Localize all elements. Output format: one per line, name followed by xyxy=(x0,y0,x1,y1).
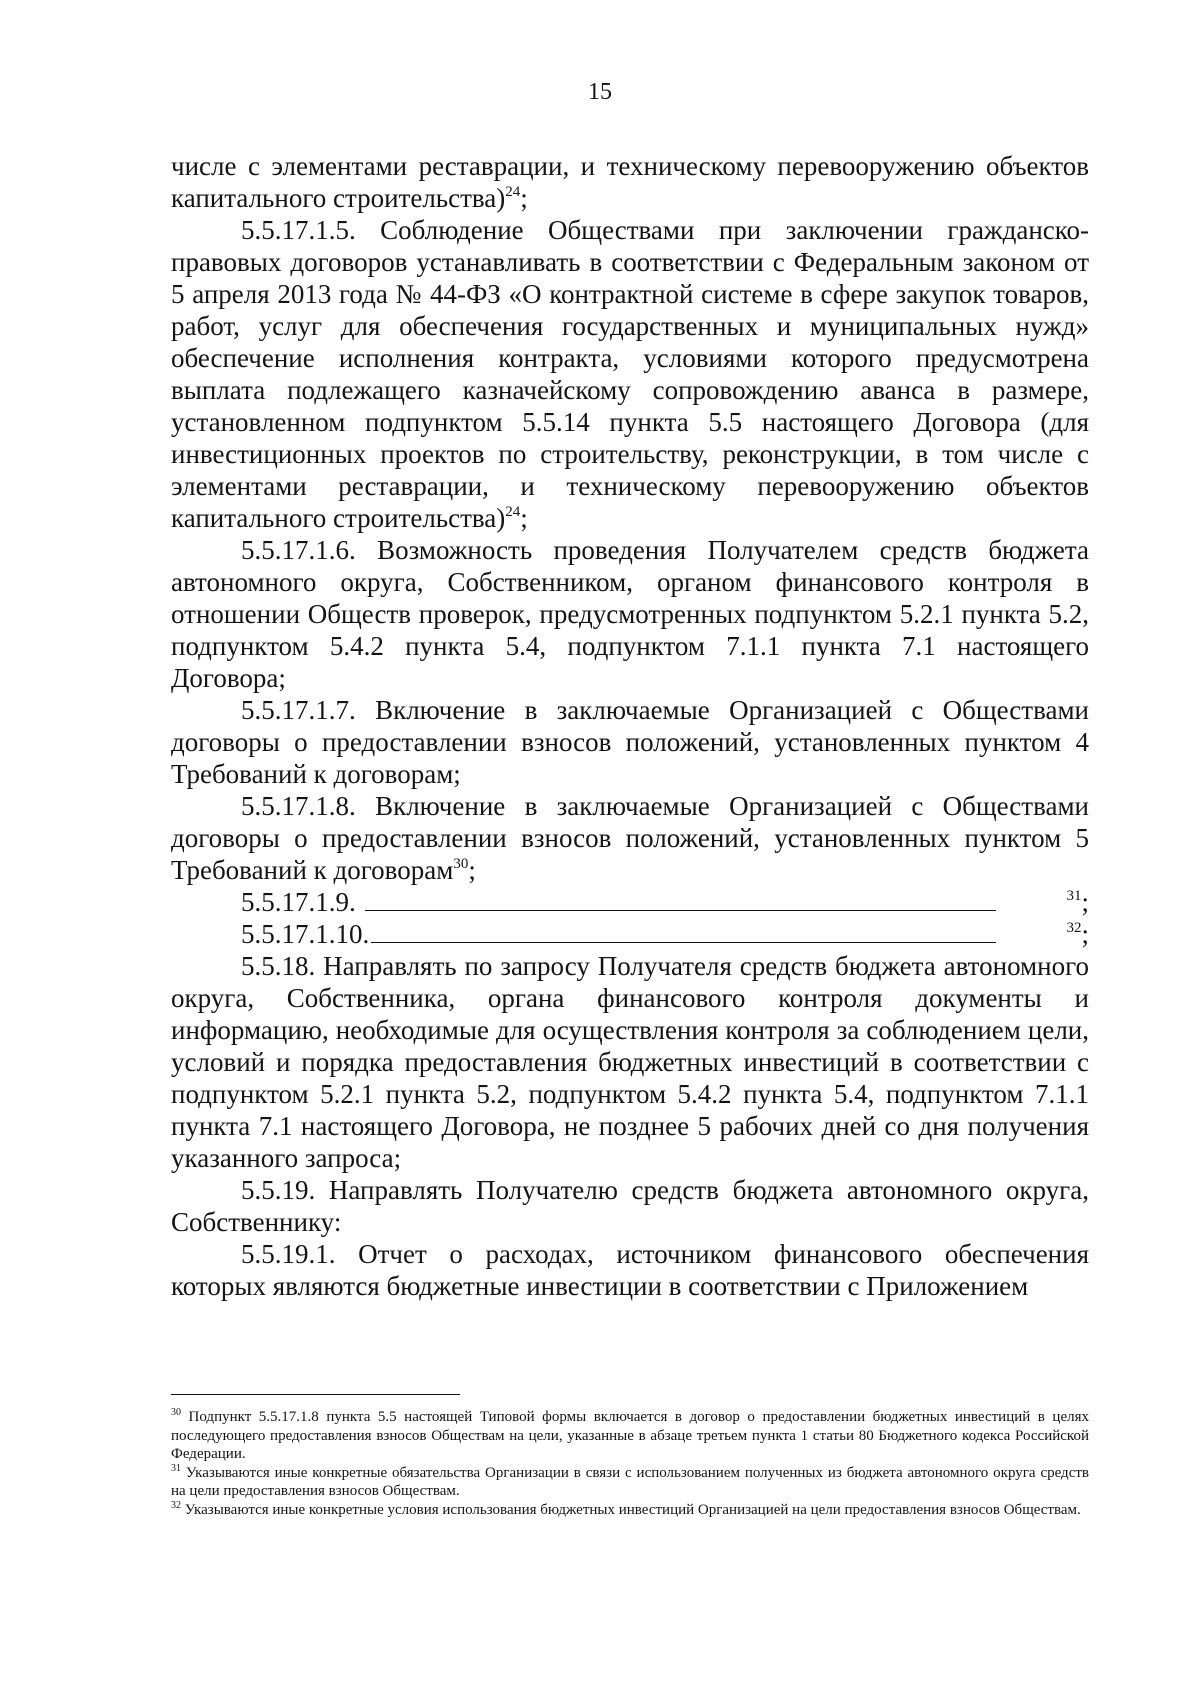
paragraph-text: 5.5.17.1.8. Включение в заключаемые Организацией с Обществами договоры о предоставлении взносов положений, установленных пунктом 5 Требований к договорам xyxy=(171,791,1089,885)
footnote-number: 32 xyxy=(171,1499,181,1511)
footnote xyxy=(171,1464,1089,1501)
fill-in-blank-line xyxy=(371,920,996,943)
document-body xyxy=(171,150,1089,1302)
footnote xyxy=(171,1408,1089,1464)
clause-paragraph xyxy=(171,694,1089,790)
footnote-reference xyxy=(996,918,1089,950)
footnote-marker: 30 xyxy=(453,856,469,872)
punctuation: ; xyxy=(520,183,528,213)
clause-paragraph xyxy=(171,1238,1089,1302)
punctuation: ; xyxy=(468,855,476,885)
blank-clause-paragraph xyxy=(171,886,1089,918)
paragraph-text: 5.5.19.1. Отчет о расходах, источником финансового обеспечения которых являются бюджетные инвестиции в соответствии с Приложением xyxy=(171,1239,1089,1301)
clause-paragraph xyxy=(171,790,1089,886)
clause-paragraph xyxy=(171,1174,1089,1238)
footnotes xyxy=(171,1408,1089,1519)
punctuation: ; xyxy=(1081,919,1089,949)
paragraph-text: 5.5.17.1.5. Соблюдение Обществами при заключении гражданско-правовых договоров устанавливать в соответствии с Федеральным законом от 5 апреля 2013 года № 44-ФЗ «О контрактной системе в сфере закупок товаров, работ, услуг для обеспечения государственных и муниципальных нужд» обеспечение исполнения контракта, условиями которого предусмотрена выплата подлежащего казначейскому сопровождению аванса в размере, установленном подпунктом 5.5.14 пункта 5.5 настоящего Договора (для инвестиционных проектов по строительству, реконструкции, в том числе с элементами реставрации, и техническому перевооружению объектов капитального строительства) xyxy=(171,215,1089,533)
footnote-separator xyxy=(171,1394,460,1395)
paragraph-text: числе с элементами реставрации, и техническому перевооружению объектов капитального строительства) xyxy=(171,151,1089,213)
footnote-marker: 24 xyxy=(505,504,521,520)
clause-paragraph xyxy=(171,214,1089,534)
footnote-number: 30 xyxy=(171,1407,181,1418)
footnote-marker: 24 xyxy=(505,184,521,200)
punctuation: ; xyxy=(1081,887,1089,917)
paragraph-text: 5.5.18. Направлять по запросу Получателя средств бюджета автономного округа, Собственника, органа финансового контроля документы и информацию, необходимые для осуществления контроля за соблюдением цели, условий и порядка предоставления бюджетных инвестиций в соответствии с подпунктом 5.2.1 пункта 5.2, подпунктом 5.4.2 пункта 5.4, подпунктом 7.1.1 пункта 7.1 настоящего Договора, не позднее 5 рабочих дней со дня получения указанного запроса; xyxy=(171,951,1089,1173)
page-number: 15 xyxy=(588,79,612,105)
paragraph-text: 5.5.19. Направлять Получателю средств бюджета автономного округа, Собственнику: xyxy=(171,1175,1089,1237)
continued-paragraph xyxy=(171,150,1089,214)
fill-in-blank-line xyxy=(365,888,997,911)
clause-number: 5.5.17.1.10. xyxy=(241,919,370,949)
footnote-text: Подпункт 5.5.17.1.8 пункта 5.5 настоящей Типовой формы включается в договор о предоставлении бюджетных инвестиций в целях последующего предоставления взносов Обществам на цели, указанные в абзаце третьем пункта 1 статьи 80 Бюджетного кодекса Российской Федерации. xyxy=(171,1409,1089,1462)
footnote-text: Указываются иные конкретные обязательства Организации в связи с использованием полученных из бюджета автономного округа средств на цели предоставления взносов Обществам. xyxy=(171,1464,1089,1499)
footnote-text: Указываются иные конкретные условия использования бюджетных инвестиций Организацией на цели предоставления взносов Обществам. xyxy=(181,1501,1081,1518)
footnote-number: 31 xyxy=(171,1462,181,1474)
footnote-marker: 31 xyxy=(1066,888,1082,904)
footnote-marker: 32 xyxy=(1066,920,1082,936)
clause-number: 5.5.17.1.9. xyxy=(241,887,363,917)
paragraph-text: 5.5.17.1.7. Включение в заключаемые Организацией с Обществами договоры о предоставлении взносов положений, установленных пунктом 4 Требований к договорам; xyxy=(171,695,1089,789)
clause-paragraph xyxy=(171,534,1089,694)
blank-clause-paragraph xyxy=(171,918,1089,950)
punctuation: ; xyxy=(520,503,528,533)
paragraph-text: 5.5.17.1.6. Возможность проведения Получателем средств бюджета автономного округа, Собственником, органом финансового контроля в отношении Обществ проверок, предусмотренных подпунктом 5.2.1 пункта 5.2, подпунктом 5.4.2 пункта 5.4, подпунктом 7.1.1 пункта 7.1 настоящего Договора; xyxy=(171,535,1089,693)
footnote-reference xyxy=(996,886,1089,918)
clause-paragraph xyxy=(171,950,1089,1174)
footnote xyxy=(171,1501,1089,1520)
